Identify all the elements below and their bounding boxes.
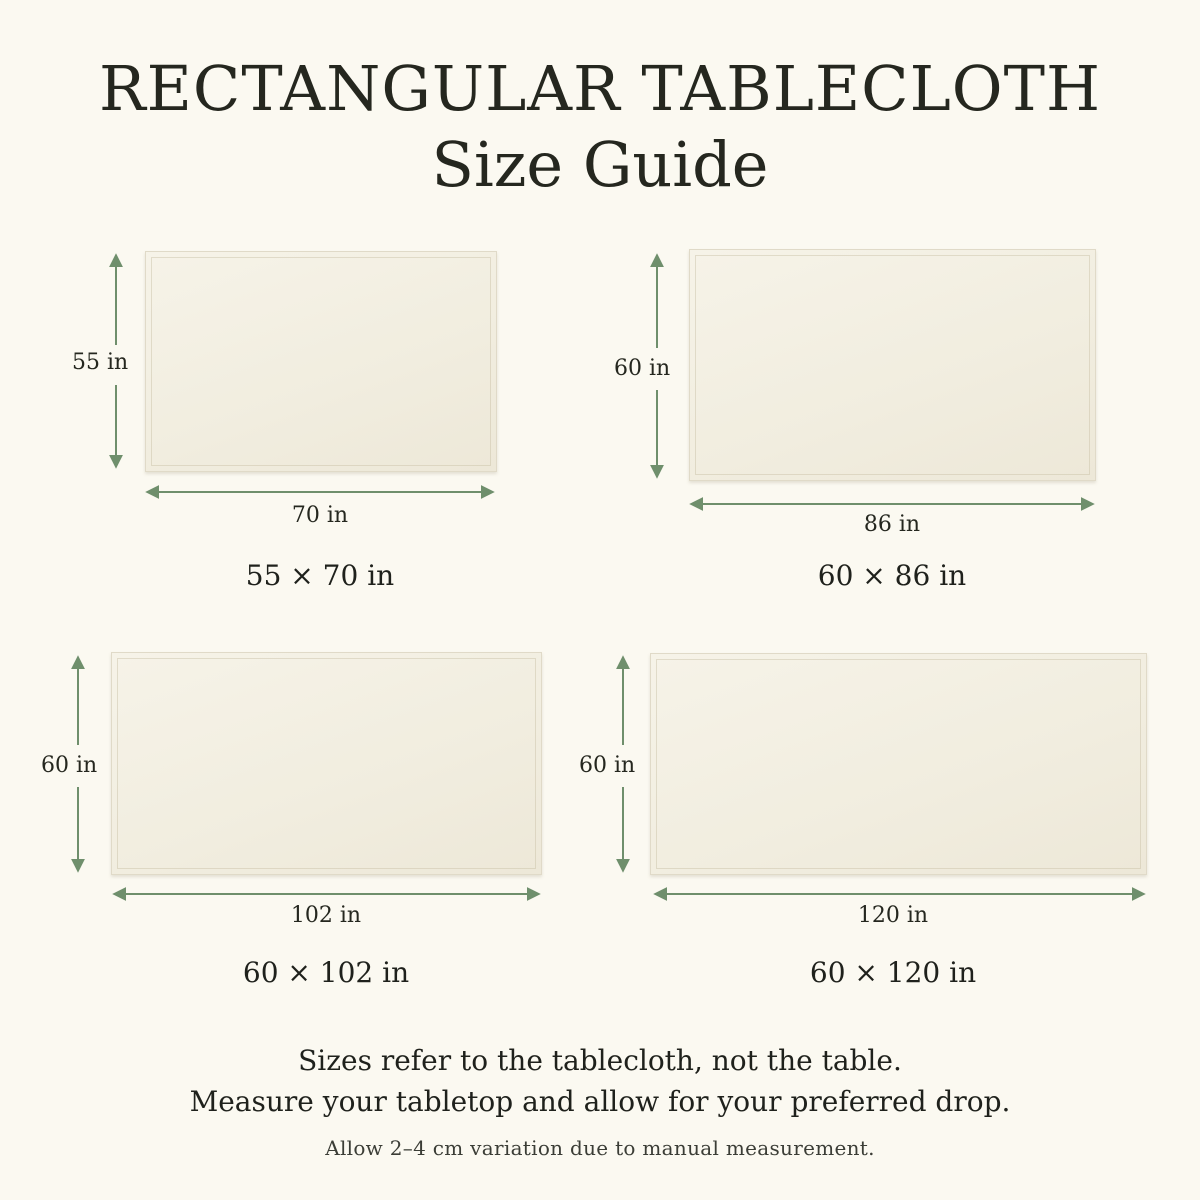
width-label-2: 86 in	[863, 512, 921, 537]
height-label-4: 60 in	[579, 753, 636, 778]
size-caption-2: 60 × 86 in	[817, 559, 967, 592]
tablecloth-swatch-1	[145, 251, 497, 472]
tablecloth-swatch-3	[111, 652, 542, 875]
tablecloth-swatch-4	[650, 653, 1147, 875]
height-label-1: 55 in	[72, 350, 129, 375]
tablecloth-swatch-2	[689, 249, 1096, 481]
size-caption-1: 55 × 70 in	[245, 559, 395, 592]
size-caption-4: 60 × 120 in	[809, 956, 977, 989]
width-label-1: 70 in	[291, 503, 349, 528]
height-label-3: 60 in	[41, 753, 98, 778]
page-subtitle: Size Guide	[431, 128, 769, 201]
footer-note-tablecloth: Sizes refer to the tablecloth, not the table.	[298, 1044, 902, 1077]
width-label-4: 120 in	[857, 903, 929, 928]
footer-note-measure: Measure your tabletop and allow for your preferred drop.	[189, 1085, 1011, 1118]
width-label-3: 102 in	[290, 903, 362, 928]
footer-note-variation: Allow 2–4 cm variation due to manual measurement.	[325, 1136, 875, 1160]
size-caption-3: 60 × 102 in	[242, 956, 410, 989]
page-title: RECTANGULAR TABLECLOTH	[98, 52, 1102, 125]
height-label-2: 60 in	[614, 356, 671, 381]
